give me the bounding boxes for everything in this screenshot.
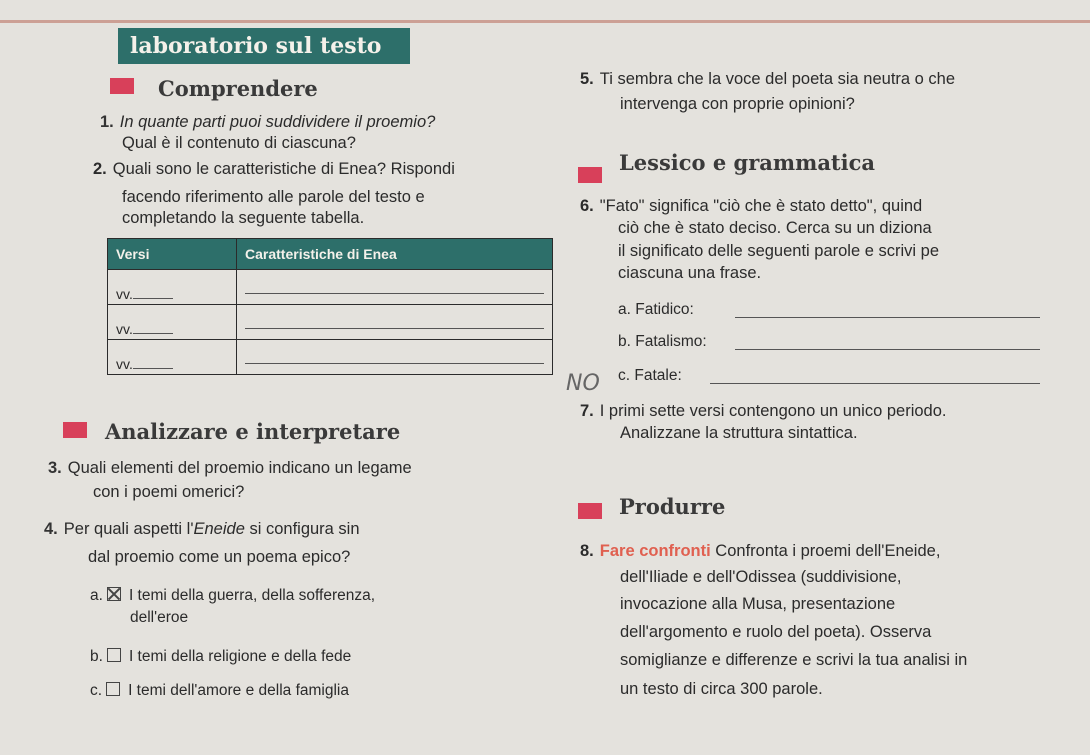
question-2-line3: completando la seguente tabella. — [122, 209, 365, 227]
caratteristiche-cell[interactable] — [237, 305, 553, 340]
table-row — [108, 340, 553, 375]
question-8-line4: dell'argomento e ruolo del poeta). Osserva — [620, 623, 932, 641]
question-1-line2: Qual è il contenuto di ciascuna? — [122, 134, 356, 152]
question-number: 8. — [580, 542, 594, 560]
answer-line[interactable] — [735, 317, 1040, 318]
question-number: 2. — [93, 160, 107, 178]
table-header-versi: Versi — [108, 239, 237, 270]
question-6-line3: il significato delle seguenti parole e scrivi pe — [618, 242, 940, 260]
question-4: 4. Per quali aspetti l'Eneide si configura sin — [44, 520, 360, 538]
question-number: 3. — [48, 459, 62, 477]
section-heading-comprendere: Comprendere — [158, 76, 318, 101]
question-number: 1. — [100, 113, 114, 131]
question-4-line2: dal proemio come un poema epico? — [88, 548, 351, 566]
caratteristiche-cell[interactable] — [237, 270, 553, 305]
page-title-banner: laboratorio sul testo — [118, 28, 410, 64]
table-row — [108, 305, 553, 340]
vocab-item-fatidico: a. Fatidico: — [618, 301, 694, 318]
question-7 — [580, 402, 946, 421]
checkbox-icon[interactable] — [106, 682, 120, 696]
vocab-item-fatale: c. Fatale: — [618, 367, 682, 384]
question-2 — [93, 160, 455, 179]
question-text: In quante parti puoi suddividere il proemio? — [119, 113, 436, 131]
question-text: Quali elementi del proemio indicano un legame — [67, 459, 412, 477]
section-marker — [578, 167, 602, 183]
versi-cell[interactable]: vv. — [108, 340, 237, 375]
section-heading-produrre: Produrre — [619, 494, 726, 519]
question-1 — [100, 113, 435, 132]
question-6-line4: ciascuna una frase. — [618, 264, 762, 282]
handwritten-annotation: NO — [566, 371, 600, 396]
option-a-line2: dell'eroe — [130, 609, 189, 626]
question-3-line2: con i poemi omerici? — [93, 483, 245, 501]
question-8-line6: un testo di circa 300 parole. — [620, 680, 823, 698]
question-tag: Fare confronti — [599, 542, 711, 560]
question-text: Confronta i proemi dell'Eneide, — [715, 542, 941, 560]
question-text: I primi sette versi contengono un unico periodo. — [599, 402, 947, 420]
question-number: 5. — [580, 70, 594, 88]
question-3 — [48, 459, 412, 478]
answer-line[interactable] — [710, 383, 1040, 384]
table-row — [108, 270, 553, 305]
option-c[interactable]: c. I temi dell'amore e della famiglia — [90, 682, 349, 699]
option-b[interactable]: b. I temi della religione e della fede — [90, 648, 352, 665]
table-header-caratteristiche: Caratteristiche di Enea — [237, 239, 553, 270]
question-text: Quali sono le caratteristiche di Enea? Rispondi — [112, 160, 455, 178]
question-8 — [580, 542, 940, 561]
question-5-line2: intervenga con proprie opinioni? — [620, 95, 855, 113]
versi-cell[interactable]: vv. — [108, 270, 237, 305]
question-text: "Fato" significa "ciò che è stato detto", quind — [599, 197, 923, 215]
question-2-line2: facendo riferimento alle parole del testo e — [122, 188, 425, 206]
question-number: 7. — [580, 402, 594, 420]
question-6 — [580, 197, 922, 216]
question-text: Ti sembra che la voce del poeta sia neutra o che — [599, 70, 956, 88]
section-marker — [63, 422, 87, 438]
section-heading-lessico: Lessico e grammatica — [619, 150, 875, 175]
page-top-rule — [0, 20, 1090, 23]
section-marker — [110, 78, 134, 94]
question-8-line5: somiglianze e differenze e scrivi la tua analisi in — [620, 651, 968, 669]
option-a[interactable]: a. I temi della guerra, della sofferenza, — [90, 587, 376, 604]
section-marker — [578, 503, 602, 519]
answer-line[interactable] — [735, 349, 1040, 350]
question-number: 6. — [580, 197, 594, 215]
question-8-line3: invocazione alla Musa, presentazione — [620, 595, 896, 613]
checkbox-checked-icon[interactable] — [107, 587, 121, 601]
question-8-line2: dell'Iliade e dell'Odissea (suddivisione, — [620, 568, 902, 586]
question-6-line2: ciò che è stato deciso. Cerca su un diziona — [618, 219, 932, 237]
checkbox-icon[interactable] — [107, 648, 121, 662]
question-5 — [580, 70, 955, 89]
section-heading-analizzare: Analizzare e interpretare — [105, 419, 401, 444]
enea-characteristics-table — [107, 238, 553, 375]
question-7-line2: Analizzane la struttura sintattica. — [620, 424, 858, 442]
vocab-item-fatalismo: b. Fatalismo: — [618, 333, 707, 350]
versi-cell[interactable]: vv. — [108, 305, 237, 340]
question-number: 4. — [44, 520, 58, 538]
caratteristiche-cell[interactable] — [237, 340, 553, 375]
